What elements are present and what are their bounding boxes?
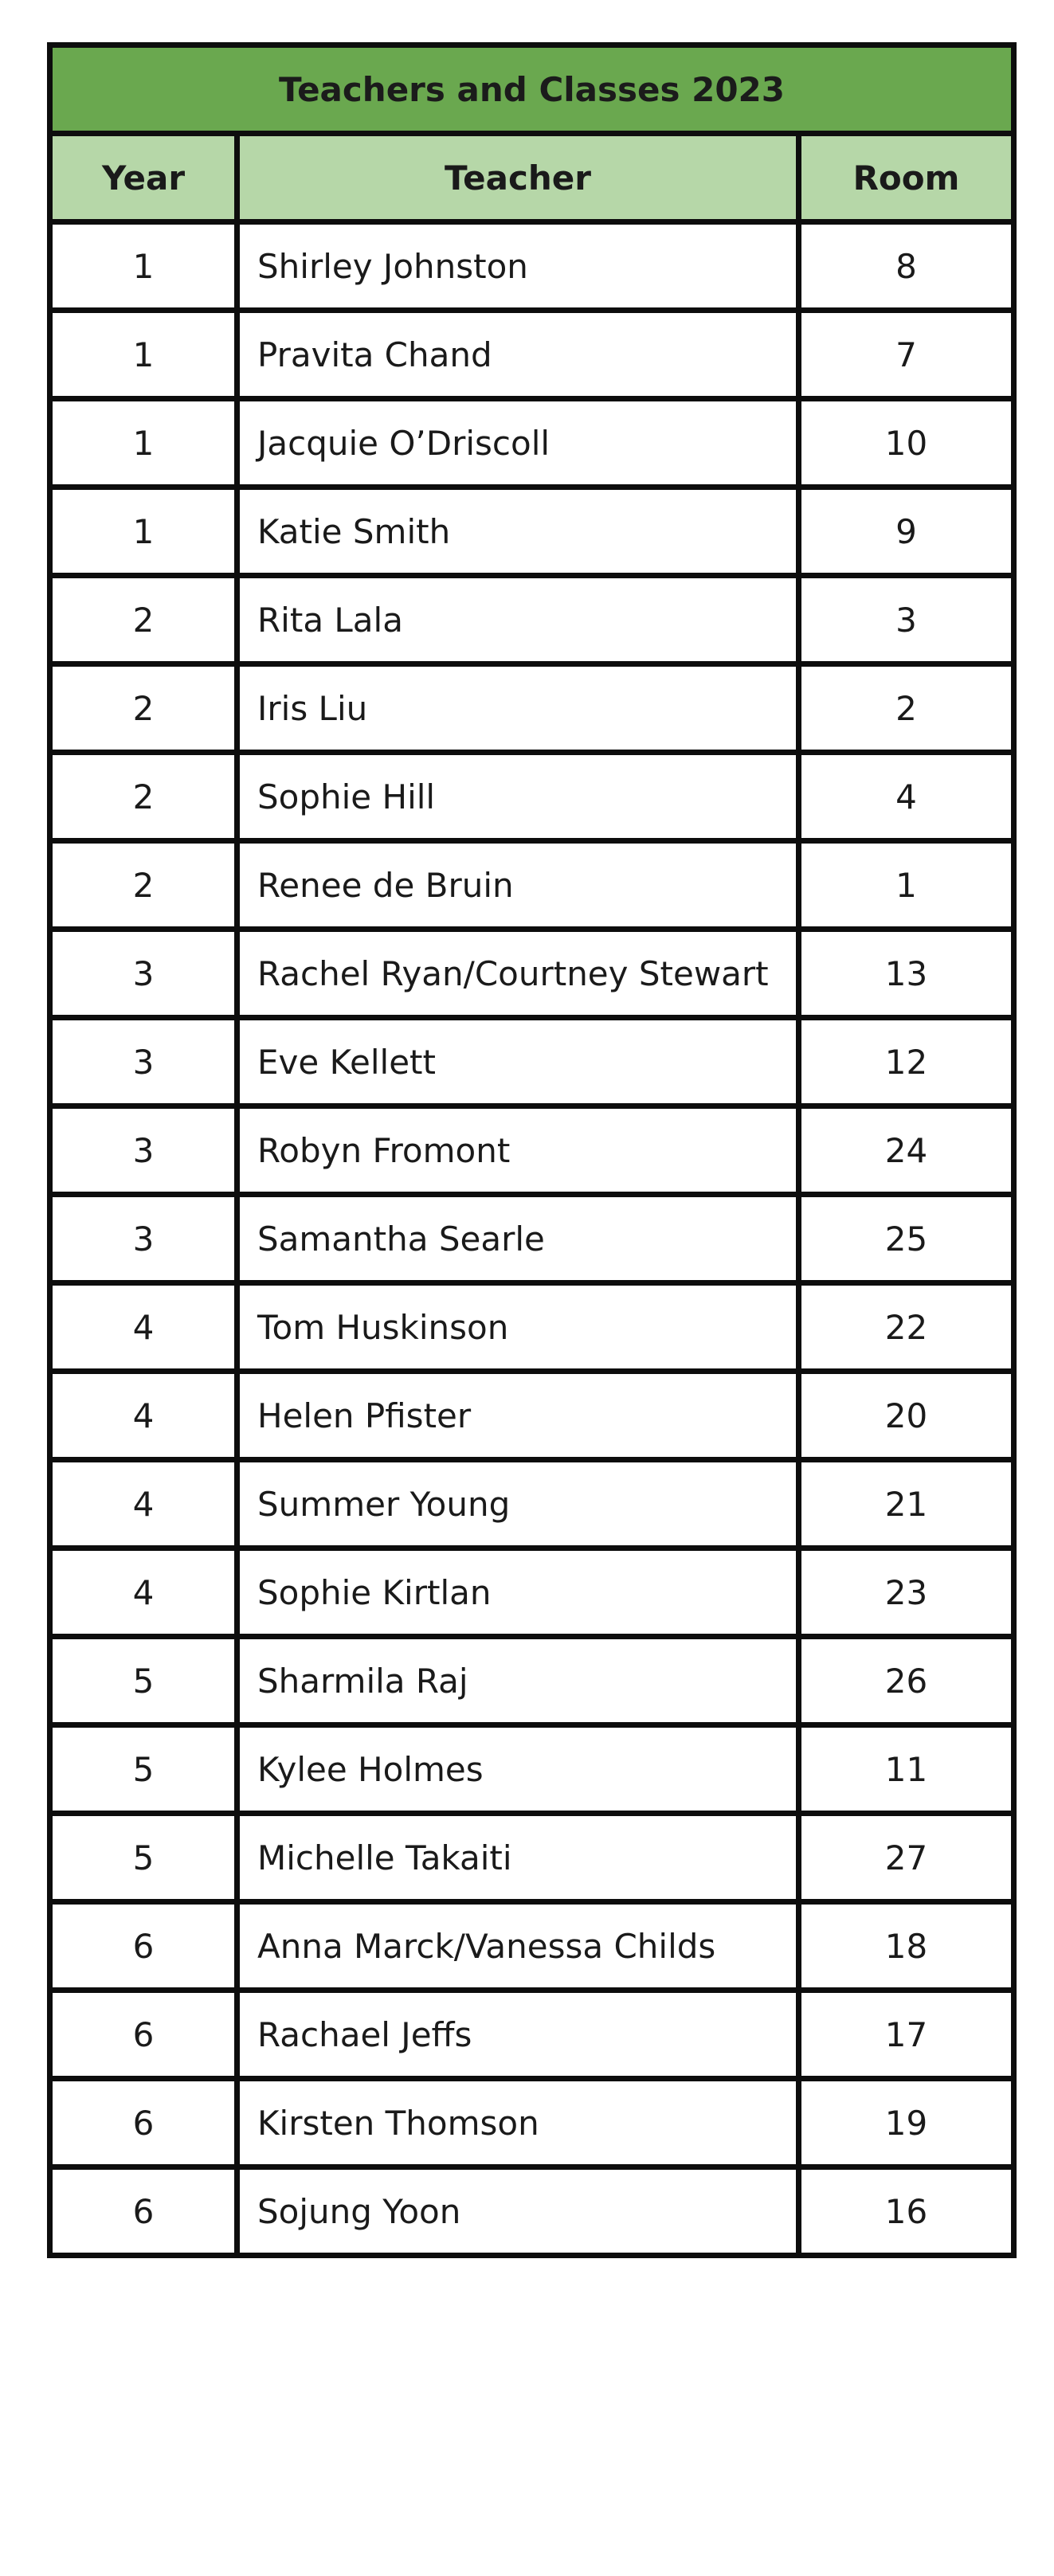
year-cell: 3 bbox=[50, 1018, 237, 1106]
room-cell: 1 bbox=[799, 841, 1014, 930]
table-row bbox=[50, 1637, 1014, 1725]
room-cell: 16 bbox=[799, 2167, 1014, 2256]
table-row bbox=[50, 1195, 1014, 1283]
table-title: Teachers and Classes 2023 bbox=[50, 45, 1014, 134]
table-row bbox=[50, 1106, 1014, 1195]
year-cell: 4 bbox=[50, 1548, 237, 1637]
room-cell: 4 bbox=[799, 753, 1014, 841]
room-cell: 23 bbox=[799, 1548, 1014, 1637]
room-cell: 26 bbox=[799, 1637, 1014, 1725]
title-row bbox=[50, 45, 1014, 134]
teacher-cell: Sojung Yoon bbox=[237, 2167, 799, 2256]
year-cell: 6 bbox=[50, 1991, 237, 2079]
year-cell: 3 bbox=[50, 930, 237, 1018]
table-row bbox=[50, 930, 1014, 1018]
room-cell: 19 bbox=[799, 2079, 1014, 2167]
teacher-cell: Rachael Jeffs bbox=[237, 1991, 799, 2079]
room-cell: 27 bbox=[799, 1814, 1014, 1902]
column-header-room: Room bbox=[799, 134, 1014, 222]
table-row bbox=[50, 841, 1014, 930]
table-row bbox=[50, 1283, 1014, 1372]
teacher-cell: Renee de Bruin bbox=[237, 841, 799, 930]
table-row bbox=[50, 1018, 1014, 1106]
room-cell: 21 bbox=[799, 1460, 1014, 1548]
year-cell: 5 bbox=[50, 1814, 237, 1902]
table-row bbox=[50, 1725, 1014, 1814]
teacher-cell: Sharmila Raj bbox=[237, 1637, 799, 1725]
teacher-cell: Robyn Fromont bbox=[237, 1106, 799, 1195]
room-cell: 12 bbox=[799, 1018, 1014, 1106]
room-cell: 22 bbox=[799, 1283, 1014, 1372]
room-cell: 7 bbox=[799, 311, 1014, 399]
room-cell: 9 bbox=[799, 487, 1014, 576]
room-cell: 8 bbox=[799, 222, 1014, 311]
year-cell: 1 bbox=[50, 311, 237, 399]
header-row bbox=[50, 134, 1014, 222]
table-row bbox=[50, 1372, 1014, 1460]
table-row bbox=[50, 2079, 1014, 2167]
table-row bbox=[50, 1460, 1014, 1548]
year-cell: 2 bbox=[50, 841, 237, 930]
table-row bbox=[50, 1902, 1014, 1991]
teacher-cell: Anna Marck/Vanessa Childs bbox=[237, 1902, 799, 1991]
column-header-year: Year bbox=[50, 134, 237, 222]
table-row bbox=[50, 1991, 1014, 2079]
room-cell: 24 bbox=[799, 1106, 1014, 1195]
teacher-cell: Pravita Chand bbox=[237, 311, 799, 399]
year-cell: 2 bbox=[50, 664, 237, 753]
room-cell: 25 bbox=[799, 1195, 1014, 1283]
column-header-teacher: Teacher bbox=[237, 134, 799, 222]
year-cell: 6 bbox=[50, 1902, 237, 1991]
room-cell: 11 bbox=[799, 1725, 1014, 1814]
teacher-cell: Rachel Ryan/Courtney Stewart bbox=[237, 930, 799, 1018]
teacher-cell: Rita Lala bbox=[237, 576, 799, 664]
year-cell: 1 bbox=[50, 399, 237, 487]
room-cell: 2 bbox=[799, 664, 1014, 753]
teacher-cell: Iris Liu bbox=[237, 664, 799, 753]
teacher-cell: Katie Smith bbox=[237, 487, 799, 576]
teacher-cell: Tom Huskinson bbox=[237, 1283, 799, 1372]
teacher-cell: Michelle Takaiti bbox=[237, 1814, 799, 1902]
table-body bbox=[50, 222, 1014, 2256]
year-cell: 6 bbox=[50, 2167, 237, 2256]
room-cell: 18 bbox=[799, 1902, 1014, 1991]
room-cell: 10 bbox=[799, 399, 1014, 487]
year-cell: 3 bbox=[50, 1106, 237, 1195]
teacher-cell: Summer Young bbox=[237, 1460, 799, 1548]
year-cell: 4 bbox=[50, 1460, 237, 1548]
year-cell: 6 bbox=[50, 2079, 237, 2167]
table-row bbox=[50, 576, 1014, 664]
room-cell: 3 bbox=[799, 576, 1014, 664]
year-cell: 5 bbox=[50, 1725, 237, 1814]
table-row bbox=[50, 487, 1014, 576]
year-cell: 4 bbox=[50, 1283, 237, 1372]
teacher-cell: Helen Pfister bbox=[237, 1372, 799, 1460]
room-cell: 17 bbox=[799, 1991, 1014, 2079]
year-cell: 4 bbox=[50, 1372, 237, 1460]
table-row bbox=[50, 1814, 1014, 1902]
year-cell: 2 bbox=[50, 576, 237, 664]
teacher-cell: Jacquie O’Driscoll bbox=[237, 399, 799, 487]
year-cell: 3 bbox=[50, 1195, 237, 1283]
teacher-cell: Sophie Kirtlan bbox=[237, 1548, 799, 1637]
table-row bbox=[50, 2167, 1014, 2256]
table-row bbox=[50, 753, 1014, 841]
teacher-cell: Kirsten Thomson bbox=[237, 2079, 799, 2167]
teacher-cell: Shirley Johnston bbox=[237, 222, 799, 311]
table-row bbox=[50, 664, 1014, 753]
teacher-cell: Eve Kellett bbox=[237, 1018, 799, 1106]
year-cell: 1 bbox=[50, 487, 237, 576]
teacher-cell: Sophie Hill bbox=[237, 753, 799, 841]
teacher-cell: Kylee Holmes bbox=[237, 1725, 799, 1814]
room-cell: 20 bbox=[799, 1372, 1014, 1460]
teacher-cell: Samantha Searle bbox=[237, 1195, 799, 1283]
table-row bbox=[50, 399, 1014, 487]
table-row bbox=[50, 222, 1014, 311]
year-cell: 1 bbox=[50, 222, 237, 311]
room-cell: 13 bbox=[799, 930, 1014, 1018]
table-row bbox=[50, 1548, 1014, 1637]
year-cell: 2 bbox=[50, 753, 237, 841]
year-cell: 5 bbox=[50, 1637, 237, 1725]
teachers-table bbox=[47, 42, 1017, 2258]
table-row bbox=[50, 311, 1014, 399]
